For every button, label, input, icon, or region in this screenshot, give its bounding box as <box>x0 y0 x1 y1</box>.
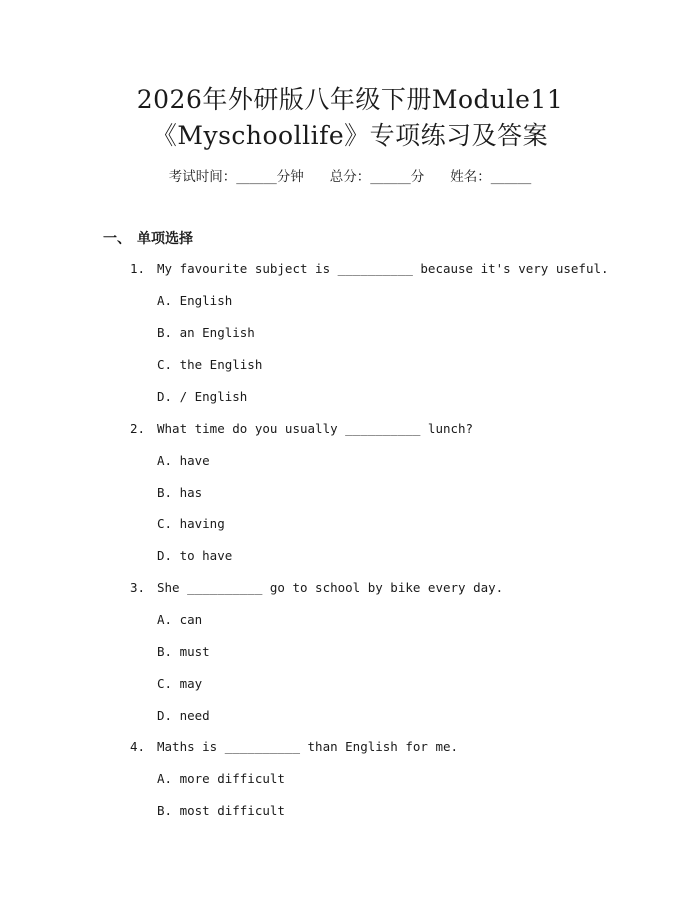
question-1 <box>130 259 609 279</box>
question-number: 1. <box>130 261 146 276</box>
question-3-option-b: B. must <box>157 644 210 659</box>
question-number: 2. <box>130 421 146 436</box>
question-text: Maths is __________ than English for me. <box>157 739 459 754</box>
question-3 <box>130 578 503 598</box>
question-number: 3. <box>130 580 146 595</box>
section-title: 单项选择 <box>137 231 193 247</box>
question-2-option-a: A. have <box>157 453 210 468</box>
question-4 <box>130 737 458 757</box>
question-1-option-b: B. an English <box>157 325 255 340</box>
question-number: 4. <box>130 739 146 754</box>
question-2-option-b: B. has <box>157 485 203 500</box>
question-2-option-d: D. to have <box>157 548 233 563</box>
exam-meta <box>0 167 700 187</box>
question-text: What time do you usually __________ lunch? <box>157 421 474 436</box>
question-1-option-a: A. English <box>157 293 233 308</box>
section-heading <box>103 228 193 250</box>
question-3-option-c: C. may <box>157 676 203 691</box>
document-title-line1: 2026年外研版八年级下册Module11 <box>136 85 564 114</box>
document-title-line2: 《Myschoollife》专项练习及答案 <box>151 121 549 150</box>
question-2 <box>130 419 473 439</box>
section-number: 一、 <box>103 231 131 247</box>
question-4-option-b: B. most difficult <box>157 803 285 818</box>
question-1-option-c: C. the English <box>157 357 263 372</box>
question-3-option-a: A. can <box>157 612 203 627</box>
question-4-option-a: A. more difficult <box>157 771 285 786</box>
exam-time: 考试时间：______分钟 <box>168 169 304 185</box>
question-1-option-d: D. / English <box>157 389 248 404</box>
exam-name: 姓名：______ <box>450 169 532 185</box>
question-3-option-d: D. need <box>157 708 210 723</box>
exam-score: 总分：______分 <box>329 169 425 185</box>
question-2-option-c: C. having <box>157 516 225 531</box>
question-text: My favourite subject is __________ because it's very useful. <box>157 261 609 276</box>
question-text: She __________ go to school by bike every day. <box>157 580 504 595</box>
